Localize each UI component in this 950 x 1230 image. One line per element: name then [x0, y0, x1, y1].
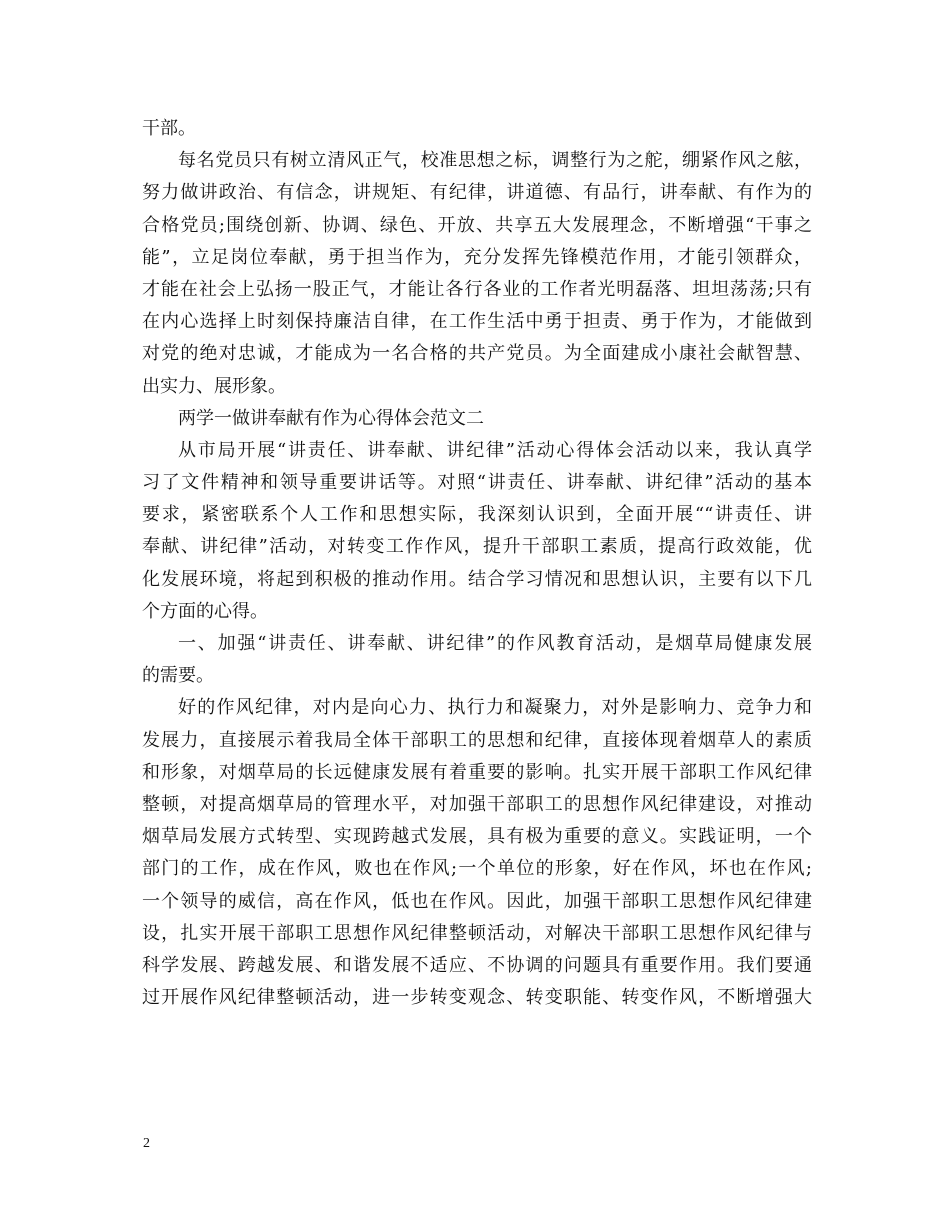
- text-line: 要求，紧密联系个人工作和思想实际，我深刻认识到，全面开展““讲责任、讲: [142, 504, 812, 526]
- text-line: 一个领导的威信，高在作风，低也在作风。因此，加强干部职工思想作风纪律建: [142, 890, 812, 912]
- page-number: 2: [143, 1136, 150, 1151]
- text-line: 从市局开展“讲责任、讲奉献、讲纪律”活动心得体会活动以来，我认真学: [178, 439, 812, 461]
- text-line: 每名党员只有树立清风正气，校准思想之标，调整行为之舵，绷紧作风之舷，: [178, 150, 812, 172]
- text-line: 设，扎实开展干部职工思想作风纪律整顿活动，对解决干部职工思想作风纪律与: [142, 922, 812, 944]
- text-line: 合格党员;围绕创新、协调、绿色、开放、共享五大发展理念，不断增强“干事之: [142, 214, 812, 236]
- text-line: 烟草局发展方式转型、实现跨越式发展，具有极为重要的意义。实践证明，一个: [142, 826, 812, 848]
- text-line: 能”，立足岗位奉献，勇于担当作为，充分发挥先锋模范作用，才能引领群众，: [142, 246, 812, 268]
- text-line: 才能在社会上弘扬一股正气，才能让各行各业的工作者光明磊落、坦坦荡荡;只有: [142, 278, 812, 300]
- text-line: 好的作风纪律，对内是向心力、执行力和凝聚力，对外是影响力、竞争力和: [178, 697, 812, 719]
- text-line: 出实力、展形象。: [142, 375, 286, 397]
- text-line: 两学一做讲奉献有作为心得体会范文二: [178, 407, 484, 429]
- text-line: 部门的工作，成在作风，败也在作风;一个单位的形象，好在作风，坏也在作风;: [142, 858, 812, 880]
- text-line: 一、加强“讲责任、讲奉献、讲纪律”的作风教育活动，是烟草局健康发展: [178, 633, 812, 654]
- text-line: 习了文件精神和领导重要讲话等。对照“讲责任、讲奉献、讲纪律”活动的基本: [142, 472, 812, 494]
- text-line: 过开展作风纪律整顿活动，进一步转变观念、转变职能、转变作风，不断增强大: [142, 987, 812, 1009]
- text-line: 努力做讲政治、有信念，讲规矩、有纪律，讲道德、有品行，讲奉献、有作为的: [142, 182, 812, 204]
- text-line: 个方面的心得。: [142, 600, 268, 622]
- text-line: 的需要。: [142, 665, 214, 687]
- text-line: 奉献、讲纪律”活动，对转变工作作风，提升干部职工素质，提高行政效能，优: [142, 536, 812, 558]
- text-line: 科学发展、跨越发展、和谐发展不适应、不协调的问题具有重要作用。我们要通: [142, 954, 812, 976]
- document-body: [142, 113, 812, 1014]
- text-line: 干部。: [142, 118, 196, 139]
- text-line: 和形象，对烟草局的长远健康发展有着重要的影响。扎实开展干部职工作风纪律: [142, 761, 812, 783]
- text-line: 在内心选择上时刻保持廉洁自律，在工作生活中勇于担责、勇于作为，才能做到: [142, 311, 812, 333]
- text-line: 整顿，对提高烟草局的管理水平，对加强干部职工的思想作风纪律建设，对推动: [142, 793, 812, 815]
- text-line: 发展力，直接展示着我局全体干部职工的思想和纪律，直接体现着烟草人的素质: [142, 729, 812, 751]
- text-line: 化发展环境，将起到积极的推动作用。结合学习情况和思想认识，主要有以下几: [142, 568, 812, 590]
- text-line: 对党的绝对忠诚，才能成为一名合格的共产党员。为全面建成小康社会献智慧、: [142, 343, 812, 365]
